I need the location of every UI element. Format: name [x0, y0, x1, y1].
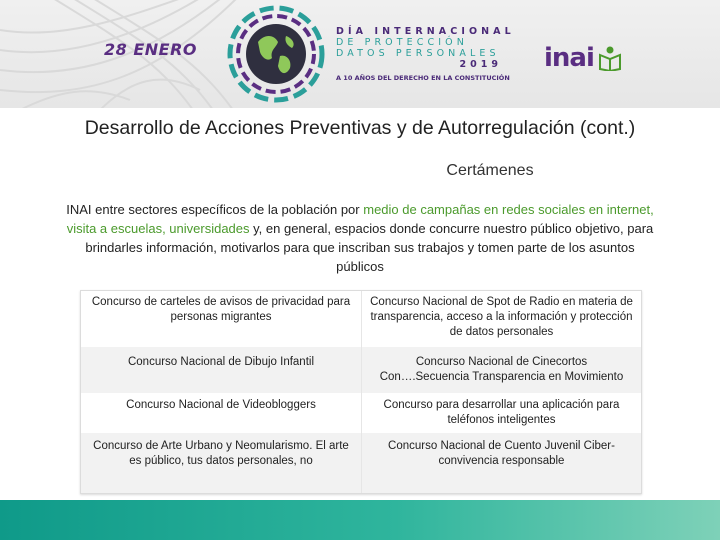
intro-paragraph	[60, 200, 660, 276]
globe-icon	[226, 4, 326, 104]
contests-table	[80, 290, 642, 494]
event-date: 28 ENERO	[104, 40, 198, 59]
table-cell: Concurso Nacional de Videobloggers	[126, 399, 316, 411]
table-cell: Concurso Nacional de Dibujo Infantil	[81, 347, 361, 393]
inai-logo-text: inai	[544, 43, 594, 73]
table-cell: Concurso de Arte Urbano y Neomularismo. El arte es público, tus datos personales, no	[81, 433, 361, 493]
event-year: 2019	[459, 59, 502, 70]
table-cell: Concurso para desarrollar una aplicación para teléfonos inteligentes	[361, 393, 641, 433]
intro-text-2: y, en general, espacios donde concurre nuestro público objetivo, para brindarles información, motivarlos para que inscriban sus trabajos y tomen parte de los asuntos públicos	[85, 221, 654, 274]
book-person-icon	[598, 45, 622, 71]
event-title-line-3: DATOS PERSONALES	[336, 48, 500, 59]
event-subtitle: A 10 AÑOS DEL DERECHO EN LA CONSTITUCIÓN	[336, 74, 510, 82]
inai-logo	[544, 38, 644, 78]
slide-subheading: Certámenes	[446, 162, 534, 179]
table-cell: Concurso de carteles de avisos de privacidad para personas migrantes	[91, 296, 351, 323]
table-row	[81, 433, 641, 493]
page-number: 13	[645, 480, 659, 492]
event-banner	[0, 0, 720, 108]
intro-text-1: INAI entre sectores específicos de la población por	[66, 202, 364, 217]
event-title	[336, 26, 515, 82]
intro-highlight: medio de campañas en redes sociales en internet, visita a escuelas, universidades	[66, 202, 654, 236]
table-row	[81, 347, 641, 393]
table-cell: Concurso Nacional de Cinecortos Con….Secuencia Transparencia en Movimiento	[361, 347, 641, 393]
slide-heading: Desarrollo de Acciones Preventivas y de Autorregulación (cont.)	[84, 117, 636, 139]
table-cell: Concurso Nacional de Spot de Radio en materia de transparencia, acceso a la información y protección de datos personales	[361, 291, 641, 347]
event-title-line-2: DE PROTECCIÓN	[336, 37, 468, 48]
table-row	[81, 291, 641, 347]
table-row	[81, 393, 641, 433]
table-cell: Concurso Nacional de Cuento Juvenil Ciber-convivencia responsable	[361, 433, 641, 493]
event-title-line-1: DÍA INTERNACIONAL	[336, 26, 515, 37]
footer-bar	[0, 500, 720, 540]
